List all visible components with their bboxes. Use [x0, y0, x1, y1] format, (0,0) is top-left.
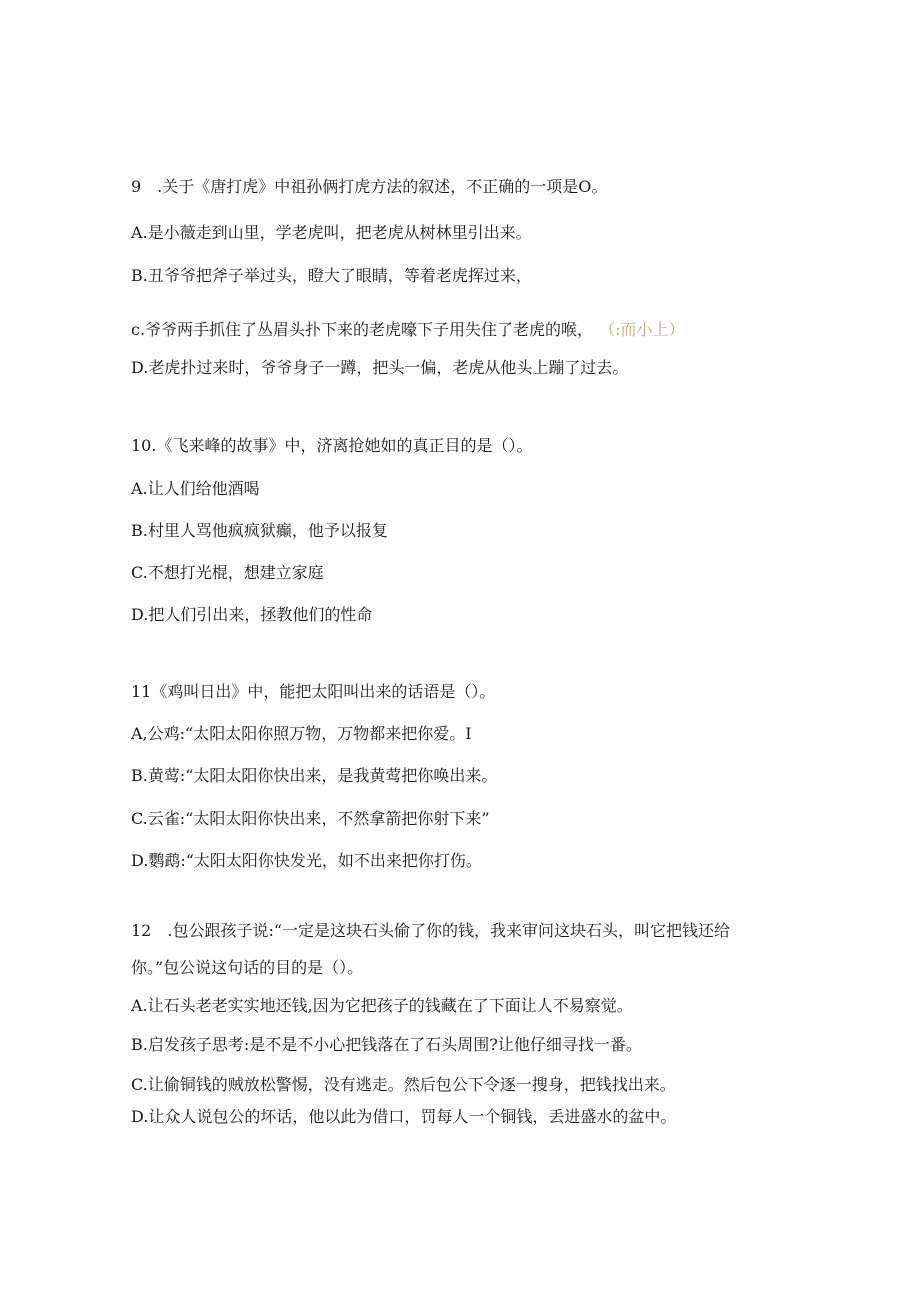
question-9-option-c-text: c.爷爷两手抓住了丛眉头扑下来的老虎嚎下子用失住了老虎的喉，: [131, 320, 594, 339]
question-11-stem: 11《鸡叫日出》中，能把太阳叫出来的话语是（）。: [131, 682, 496, 701]
question-11-option-c: C.云雀:“太阳太阳你快出来，不然拿箭把你射下来”: [131, 809, 490, 828]
question-11-option-d: D.鹦鹉:“太阳太阳你快发光，如不出来把你打伤。: [131, 851, 482, 870]
question-9-option-c: [131, 319, 684, 341]
question-9-stem: 9 .关于《唐打虎》中祖孙俩打虎方法的叙述，不正确的一项是O。: [131, 177, 608, 196]
question-10-option-d: D.把人们引出来，拯教他们的性命: [131, 605, 373, 624]
question-12-option-b: B.启发孩子思考:是不是不小心把钱落在了石头周围?让他仔细寻找一番。: [131, 1035, 642, 1054]
question-12-option-c: C.让偷铜钱的贼放松警惕，没有逃走。然后包公下令逐一搜身，把钱找出来。: [131, 1075, 676, 1094]
question-11-option-a: A,公鸡:“太阳太阳你照万物，万物都来把你爱。I: [131, 724, 472, 743]
question-9-option-b: B.丑爷爷把斧子举过头，瞪大了眼睛，等着老虎挥过来，: [131, 266, 532, 285]
question-10-stem: 10.《飞来峰的故事》中，济离抢她如的真正目的是（）。: [131, 436, 533, 455]
question-9-option-a: A.是小薇走到山里，学老虎叫，把老虎从树林里引出来。: [131, 223, 532, 242]
question-10-option-c: C.不想打光棍，想建立家庭: [131, 563, 324, 582]
question-12-option-d: D.让众人说包公的坏话，他以此为借口，罚每人一个铜钱，丢进盛水的盆中。: [131, 1107, 677, 1126]
question-10-option-b: B.村里人骂他疯疯狱癫，他予以报复: [131, 521, 388, 540]
question-12-stem-line-2: 你。”包公说这句话的目的是（）。: [131, 958, 364, 977]
question-9-option-c-note: （:而小上）: [607, 320, 685, 339]
question-9-option-d: D.老虎扑过来时，爷爷身子一蹲，把头一偏，老虎从他头上蹦了过去。: [131, 358, 629, 377]
question-12-option-a: A.让石头老老实实地还钱,因为它把孩子的钱藏在了下面让人不易察觉。: [131, 996, 633, 1015]
question-11-option-b: B.黄莺:“太阳太阳你快出来，是我黄莺把你唤出来。: [131, 766, 498, 785]
question-10-option-a: A.让人们给他酒喝: [131, 479, 260, 498]
question-12-stem-line-1: 12 .包公跟孩子说:“一定是这块石头偷了你的钱，我来审问这块石头，叫它把钱还给: [131, 921, 731, 940]
